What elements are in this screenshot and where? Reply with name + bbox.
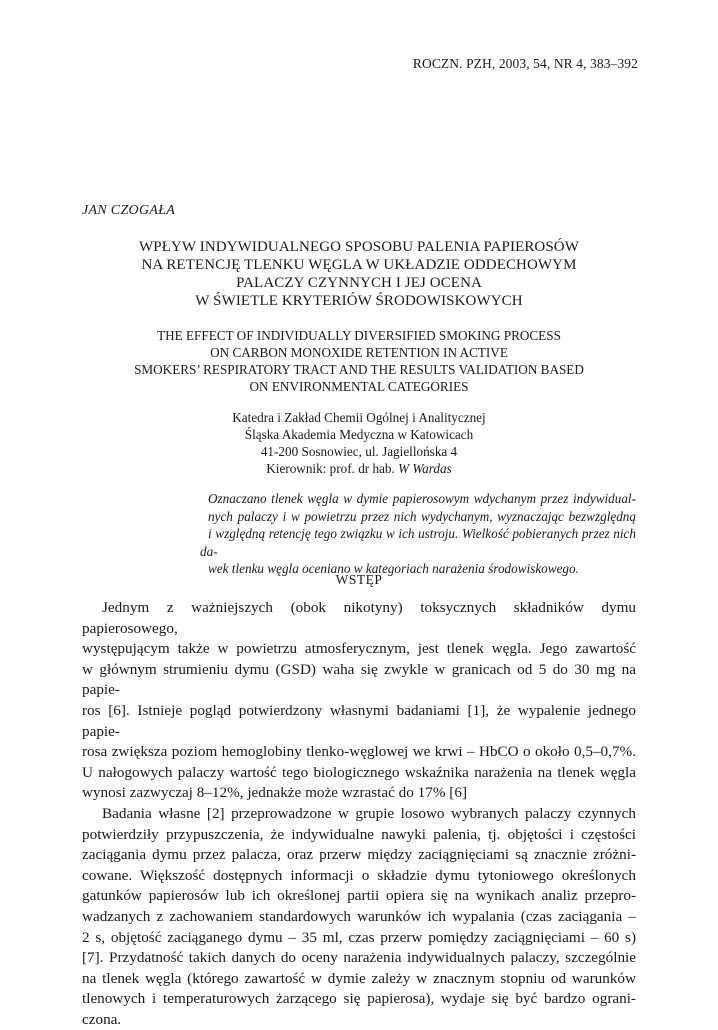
abstract-line: wek tlenku węgla oceniano w kategoriach narażenia środowiskowego. xyxy=(208,561,579,576)
affiliation-head-label: Kierownik: prof. dr hab. xyxy=(266,461,395,476)
abstract-line: Oznaczano tlenek węgla w dymie papierosowym wdychanym przez indywidual- xyxy=(208,491,636,506)
section-heading: WSTĘP xyxy=(335,572,383,587)
affiliation-address: 41-200 Sosnowiec, ul. Jagiellońska 4 xyxy=(260,444,458,459)
body-line: wadzanych z zachowaniem standardowych warunków ich wypalania (czas zaciągania – xyxy=(82,907,636,925)
body-line: na tlenek węgla (którego zawartość w dymie zależy w znacznym stopniu od warunków xyxy=(82,969,636,987)
body-line: rosa zwiększa poziom hemoglobiny tlenko-węglowej we krwi – HbCO o około 0,5–0,7%. xyxy=(82,743,636,761)
body-line: tlenowych i temperaturowych żarzącego się papierosa), wydaje się być bardzo ograni- xyxy=(82,990,636,1008)
title-en-line: SMOKERS’ RESPIRATORY TRACT AND THE RESULTS VALIDATION BASED xyxy=(134,362,584,377)
body-line: gatunków papierosów lub ich określonej partii opiera się na wynikach analiz przepro- xyxy=(82,887,636,905)
body-line: [7]. Przydatność takich danych do oceny narażenia indywidualnych palaczy, szczególnie xyxy=(82,949,636,967)
abstract-line: i względną retencję tego związku w ich ustroju. Wielkość pobieranych przez nich da- xyxy=(200,526,636,559)
abstract-line: nych palaczy i w powietrzu przez nich wydychanym, wyznaczając bezwzględną xyxy=(208,508,636,524)
affiliation-dept: Katedra i Zakład Chemii Ogólnej i Analitycznej xyxy=(232,410,486,425)
paragraph xyxy=(82,598,636,804)
body-line: w głównym strumieniu dymu (GSD) waha się zwykle w granicach od 5 do 30 mg na papie- xyxy=(82,660,636,699)
title-pl-line: PALACZY CZYNNYCH I JEJ OCENA xyxy=(236,275,482,291)
title-pl-line: WPŁYW INDYWIDUALNEGO SPOSOBU PALENIA PAPIEROSÓW xyxy=(139,239,579,255)
body-line: wynosi zazwyczaj 8–12%, jednakże może wzrastać do 17% [6] xyxy=(82,784,468,802)
body-line: U nałogowych palaczy wartość tego biologicznego wskaźnika narażenia na tlenek węgla xyxy=(82,763,636,781)
body-line: czona. xyxy=(82,1010,122,1028)
journal-reference: ROCZN. PZH, 2003, 54, NR 4, 383–392 xyxy=(412,56,638,71)
title-pl-line: NA RETENCJĘ TLENKU WĘGLA W UKŁADZIE ODDECHOWYM xyxy=(141,257,577,273)
title-english xyxy=(82,327,636,395)
affiliation xyxy=(82,409,636,477)
body-line: Badania własne [2] przeprowadzone w grupie losowo wybranych palaczy czynnych xyxy=(102,804,636,822)
title-en-line: ON ENVIRONMENTAL CATEGORIES xyxy=(249,379,469,394)
body-line: ros [6]. Istnieje pogląd potwierdzony własnymi badaniami [1], że wypalenie jednego papie- xyxy=(82,701,636,740)
body-line: 2 s, objętość zaciąganego dymu – 35 ml, czas przerw pomiędzy zaciągnięciami – 60 s) xyxy=(82,928,636,946)
body-line: Jednym z ważniejszych (obok nikotyny) toksycznych składników dymu papierosowego, xyxy=(82,599,636,637)
affiliation-head xyxy=(82,460,636,477)
body-line: zaciągania dymu przez palacza, oraz przerw między zaciągnięciami są znacznie zróżni- xyxy=(82,846,636,864)
paragraph xyxy=(82,804,636,1030)
body-line: występującym także w powietrzu atmosferycznym, jest tlenek węgla. Jego zawartość xyxy=(82,640,636,658)
title-en-line: THE EFFECT OF INDIVIDUALLY DIVERSIFIED SMOKING PROCESS xyxy=(157,328,561,343)
body-line: potwierdziły przypuszczenia, że indywidualne nawyki palenia, tj. objętości i częstości xyxy=(82,825,636,843)
title-polish xyxy=(82,238,636,310)
title-en-line: ON CARBON MONOXIDE RETENTION IN ACTIVE xyxy=(210,345,508,360)
abstract xyxy=(200,490,636,578)
author-name: JAN CZOGAŁA xyxy=(82,203,176,218)
body-text xyxy=(82,598,636,1030)
affiliation-head-name: W Wardas xyxy=(398,461,452,476)
title-pl-line: W ŚWIETLE KRYTERIÓW ŚRODOWISKOWYCH xyxy=(195,293,523,309)
affiliation-academy: Śląska Akademia Medyczna w Katowicach xyxy=(244,427,474,442)
body-line: cowane. Większość dostępnych informacji o składzie dymu tytoniowego określonych xyxy=(82,866,636,884)
